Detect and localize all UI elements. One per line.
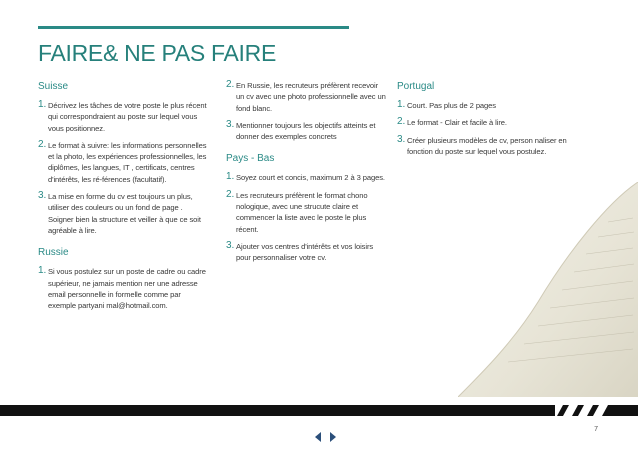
item-number: 3. <box>38 190 47 202</box>
item-number: 3. <box>226 239 235 251</box>
section-suisse <box>38 80 208 236</box>
list-item <box>38 140 208 185</box>
column-3 <box>397 80 567 167</box>
column-2 <box>226 80 388 274</box>
list-item <box>226 241 388 264</box>
page-title: FAIRE& NE PAS FAIRE <box>38 40 277 66</box>
paper-illustration <box>458 182 638 397</box>
section-pays-bas <box>226 152 388 263</box>
section-russie <box>38 246 208 311</box>
item-list <box>38 266 208 311</box>
item-text: Court. Pas plus de 2 pages <box>407 101 497 110</box>
item-text: Si vous postulez sur un poste de cadre ou cadre supérieur, ne jamais mention ner une adresse email personnelle in formelle comme par exemple partyani mal@hotmail.com. <box>48 267 206 311</box>
item-list <box>38 100 208 236</box>
item-number: 1. <box>38 99 47 110</box>
list-item <box>397 135 567 158</box>
item-number: 2. <box>226 188 235 200</box>
item-text: En Russie, les recruteurs préfèrent recevoir un cv avec une photo professionnelle avec un fond blanc. <box>236 81 386 113</box>
item-number: 3. <box>226 118 235 130</box>
section-heading: Suisse <box>38 81 69 92</box>
section-heading: Portugal <box>397 81 435 92</box>
item-text: Les recruteurs préfèrent le format chono nologique, avec une strucute claire et commencer la liste avec le poste le plus récent. <box>236 190 368 234</box>
list-item <box>226 120 388 143</box>
item-text: Mentionner toujours les objectifs atteints et donner des exemples concrets <box>236 120 376 142</box>
item-list <box>226 80 388 142</box>
list-item <box>38 100 208 134</box>
item-text: Soyez court et concis, maximum 2 à 3 pages. <box>236 173 385 183</box>
item-number: 1. <box>397 99 406 110</box>
item-text: Décrivez les tâches de votre poste le plus récent qui correspondraient au poste sur lequel vous vous positionnez. <box>48 101 207 133</box>
section-russie-continued <box>226 80 388 142</box>
section-heading: Russie <box>38 247 69 259</box>
top-rule <box>38 26 349 29</box>
section-heading: Pays - Bas <box>226 153 275 165</box>
list-item <box>397 100 567 111</box>
next-arrow-icon[interactable] <box>330 432 336 442</box>
previous-arrow-icon[interactable] <box>315 432 321 442</box>
item-text: Le format à suivre: les informations personnelles et la photo, les expériences professionnelles, les diplômes, les langues, IT , certificats, centres d'intérêts, les ré-férences (facultatif). <box>48 140 207 184</box>
list-item <box>38 191 208 236</box>
list-item <box>38 266 208 311</box>
section-portugal <box>397 80 567 157</box>
list-item <box>226 172 388 183</box>
item-number: 2. <box>38 138 47 150</box>
page-number: 7 <box>594 426 598 433</box>
item-number: 3. <box>397 133 406 145</box>
item-number: 1. <box>38 265 47 277</box>
item-number: 2. <box>397 116 406 128</box>
list-item <box>226 190 388 235</box>
item-text: La mise en forme du cv est toujours un plus, utiliser des couleurs ou un fond de page . Soigner bien la structure et veiller à que ce soit agréable à lire. <box>48 192 201 235</box>
item-list <box>397 100 567 157</box>
bottom-decorative-band <box>0 405 638 416</box>
list-item <box>226 80 388 114</box>
item-number: 2. <box>226 79 235 90</box>
item-text: Ajouter vos centres d'intérêts et vos loisirs pour personnaliser votre cv. <box>236 241 374 263</box>
page-navigation <box>312 430 340 444</box>
column-1 <box>38 80 208 321</box>
list-item <box>397 117 567 128</box>
item-number: 1. <box>226 171 235 183</box>
item-list <box>226 172 388 263</box>
item-text: Créer plusieurs modèles de cv, person naliser en fonction du poste sur lequel vous postulez. <box>407 135 567 156</box>
item-text: Le format - Clair et facile à lire. <box>407 118 507 128</box>
